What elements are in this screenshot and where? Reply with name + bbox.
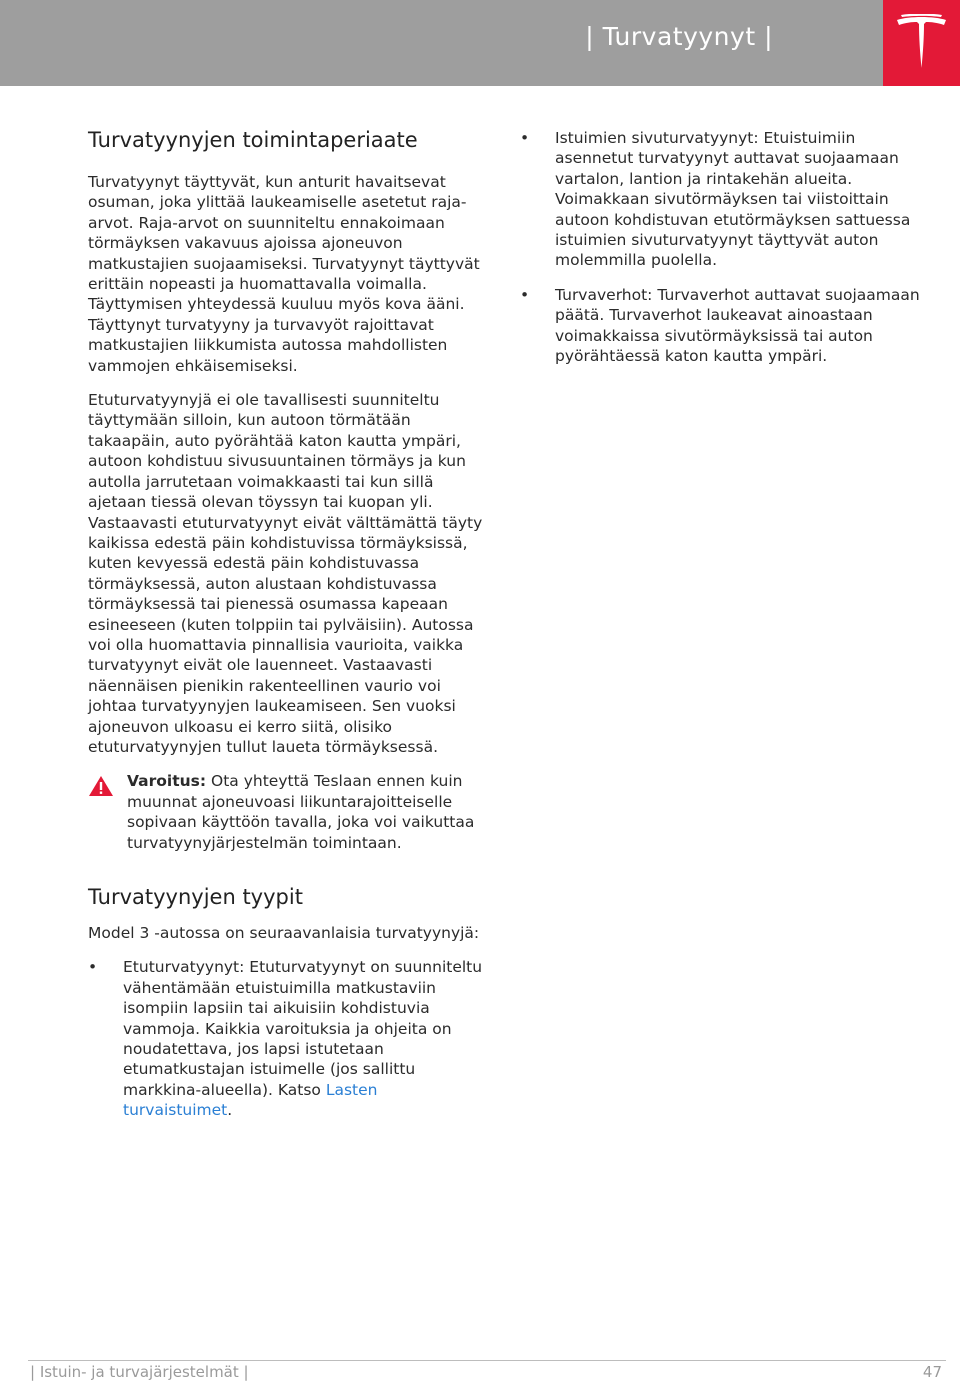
airbag-types-list: [88, 957, 484, 1120]
paragraph-deployment: Etuturvatyynyjä ei ole tavallisesti suunniteltu täyttymään silloin, kun autoon törmätään takaapäin, auto pyörähtää katon kautta ympäri, autoon kohdistuu sivusuuntainen törmäys ja kun autolla jarrutetaan voimakkaasti tai kun sillä ajetaan tiessä olevan töyssyn tai kuopan yli. Vastaavasti etuturvatyynyt eivät välttämättä täyty kaikissa edestä päin kohdistuvissa törmäyksissä, kuten kevyessä edestä päin kohdistuvassa törmäyksessä, auton alustaan kohdistuvassa törmäyksessä tai pienessä osumassa kapeaan esineeseen (kuten tolppiin tai pylväisiin). Autossa voi olla huomattavia pinnallisia vaurioita, vaikka turvatyynyt eivät ole lauenneet. Vastaavasti näennäisen pienikin rakenteellinen vaurio voi johtaa turvatyynyjen laukeamiseen. Sen vuoksi ajoneuvon ulkoasu ei kerro siitä, olisiko etuturvatyynyjen tullut laueta törmäyksessä.: [88, 391, 483, 756]
bullet-end: .: [227, 1101, 233, 1120]
bullet-icon: •: [88, 958, 98, 977]
left-column: [88, 128, 484, 1135]
warning-text-block: [127, 771, 484, 853]
heading-types: Turvatyynyjen tyypit: [88, 885, 303, 909]
bullet-text: Turvaverhot: Turvaverhot auttavat suojaamaan päätä. Turvaverhot laukeavat ainoastaan voimakkaissa sivutörmäyksissä tai auton pyörähtäessä katon kautta ympäri.: [555, 285, 920, 366]
section-title: | Turvatyynyt |: [585, 22, 773, 51]
warning-block: [88, 771, 484, 853]
right-column: [520, 128, 920, 380]
heading-principle: Turvatyynyjen toimintaperiaate: [88, 128, 418, 152]
airbag-types-list-continued: [520, 128, 920, 366]
footer-divider: [28, 1360, 946, 1361]
warning-text: Ota yhteyttä Teslaan ennen kuin muunnat ajoneuvoasi liikuntarajoitteiselle sopivaan käyttöön tavalla, joka voi vaikuttaa turvatyynyjärjestelmän toimintaan.: [127, 772, 475, 852]
paragraph-principle: Turvatyynyt täyttyvät, kun anturit havaitsevat osuman, joka ylittää laukeamiselle asetetut raja-arvot. Raja-arvot on suunniteltu ennakoimaan törmäyksen vakavuus ajoissa ajoneuvon matkustajien suojaamiseksi. Turvatyynyt täyttyvät erittäin nopeasti ja huomattavalla voimalla. Täyttymisen yhteydessä kuuluu myös kova ääni. Täyttynyt turvatyyny ja turvavyöt rajoittavat matkustajien liikkumista autossa mahdollisten vammojen ehkäisemiseksi.: [88, 173, 480, 375]
bullet-text: Etuturvatyynyt: Etuturvatyynyt on suunniteltu vähentämään etuistuimilla matkustaviin isompiin lapsiin tai aikuisiin kohdistuvia vammoja. Kaikkia varoituksia ja ohjeita on noudatettava, jos lapsi istutetaan etumatkustajan istuimelle (jos sallittu markkina-alueella). Katso: [123, 958, 483, 1099]
tesla-logo-icon: [895, 14, 948, 70]
types-intro: Model 3 -autossa on seuraavanlaisia turvatyynyjä:: [88, 924, 480, 942]
list-item: [88, 957, 484, 1120]
bullet-icon: •: [520, 129, 530, 147]
logo-box: [883, 0, 960, 86]
header-bar: [0, 0, 883, 86]
warning-label: Varoitus:: [127, 772, 207, 791]
bullet-text: Istuimien sivuturvatyynyt: Etuistuimiin asennetut turvatyynyt auttavat suojaamaan vartalon, lantion ja rintakehän alueita. Voimakkaan sivutörmäyksen tai viistoittain autoon kohdistuvan etutörmäyksen sattuessa istuimien sivuturvatyynyt täyttyvät auton molemmilla puolella.: [555, 129, 911, 270]
warning-icon: [88, 775, 114, 797]
bullet-icon: •: [520, 285, 530, 304]
child-seats-link[interactable]: Lasten turvaistuimet: [123, 1080, 378, 1120]
page-number: 47: [922, 1363, 942, 1381]
footer-section: | Istuin- ja turvajärjestelmät |: [30, 1363, 249, 1381]
list-item: [520, 285, 920, 367]
list-item: [520, 128, 920, 271]
